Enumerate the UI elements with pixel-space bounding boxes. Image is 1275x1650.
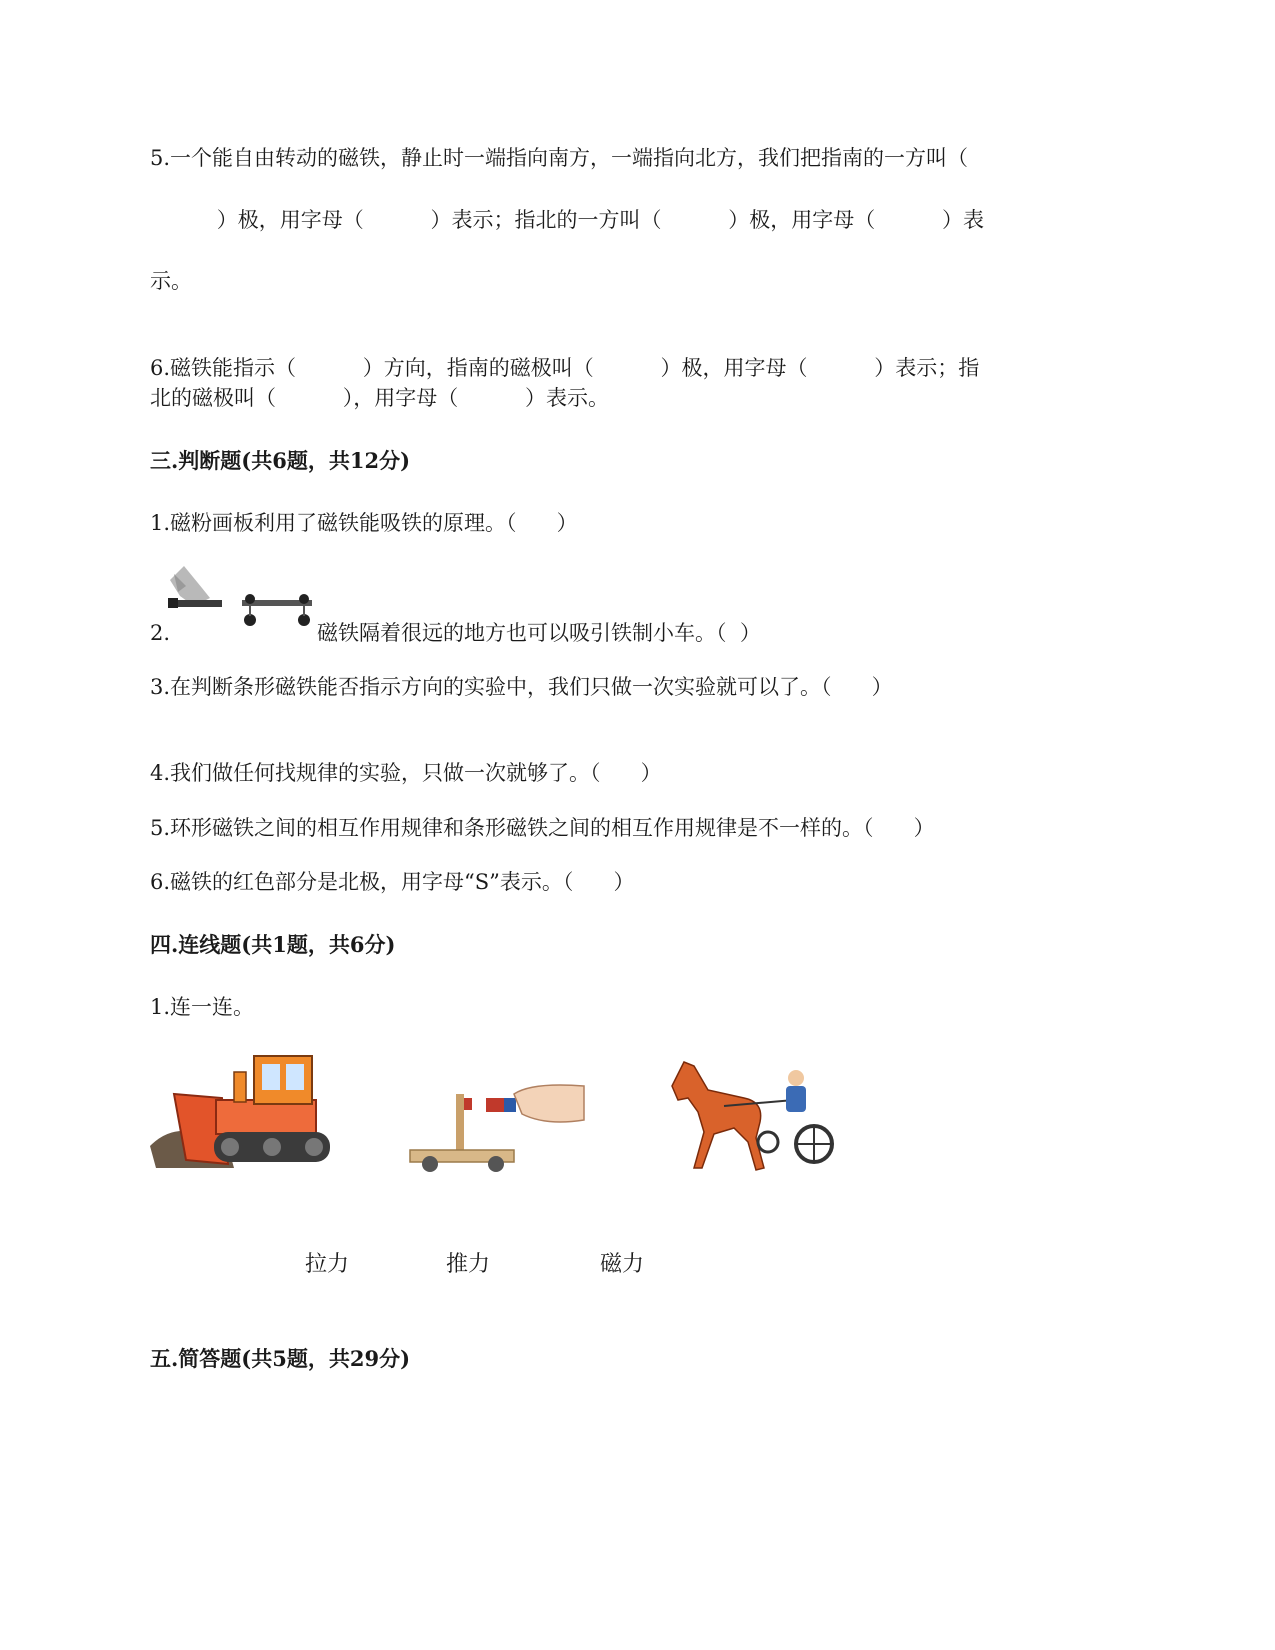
section3-heading: 三.判断题(共6题，共12分) <box>150 448 411 473</box>
judge-q1: 1.磁粉画板利用了磁铁能吸铁的原理。（ ） <box>150 511 578 535</box>
fill-q5-line2: ）极，用字母（ ）表示；指北的一方叫（ ）极，用字母（ ）表 <box>150 208 985 232</box>
label-magnetic-force: 磁力 <box>600 1252 645 1277</box>
fill-q6-line1: 6.磁铁能指示（ ）方向，指南的磁极叫（ ）极，用字母（ ）表示；指 <box>150 356 980 380</box>
magnet-car-icon <box>166 566 316 632</box>
fill-q6-line2: 北的磁极叫（ ），用字母（ ）表示。 <box>150 386 610 410</box>
horse-cart-icon <box>664 1058 834 1178</box>
judge-q2-number: 2. <box>150 621 171 645</box>
section4-heading: 四.连线题(共1题，共6分) <box>150 932 396 957</box>
judge-q4: 4.我们做任何找规律的实验，只做一次就够了。（ ） <box>150 761 662 785</box>
judge-q6: 6.磁铁的红色部分是北极，用字母“S”表示。（ ） <box>150 870 635 894</box>
fill-q5-line3: 示。 <box>150 269 192 293</box>
fill-q5-line1: 5.一个能自由转动的磁铁，静止时一端指向南方，一端指向北方，我们把指南的一方叫（ <box>150 146 969 170</box>
label-push-force: 推力 <box>446 1252 491 1277</box>
judge-q5: 5.环形磁铁之间的相互作用规律和条形磁铁之间的相互作用规律是不一样的。（ ） <box>150 816 935 840</box>
bulldozer-icon <box>150 1050 340 1180</box>
magnet-cart-icon <box>406 1080 586 1176</box>
judge-q3: 3.在判断条形磁铁能否指示方向的实验中，我们只做一次实验就可以了。（ ） <box>150 675 893 699</box>
matching-q1: 1.连一连。 <box>150 995 255 1019</box>
section5-heading: 五.简答题(共5题，共29分) <box>150 1346 411 1371</box>
label-pull-force: 拉力 <box>305 1252 350 1277</box>
judge-q2-text: 磁铁隔着很远的地方也可以吸引铁制小车。（ ） <box>317 621 761 645</box>
